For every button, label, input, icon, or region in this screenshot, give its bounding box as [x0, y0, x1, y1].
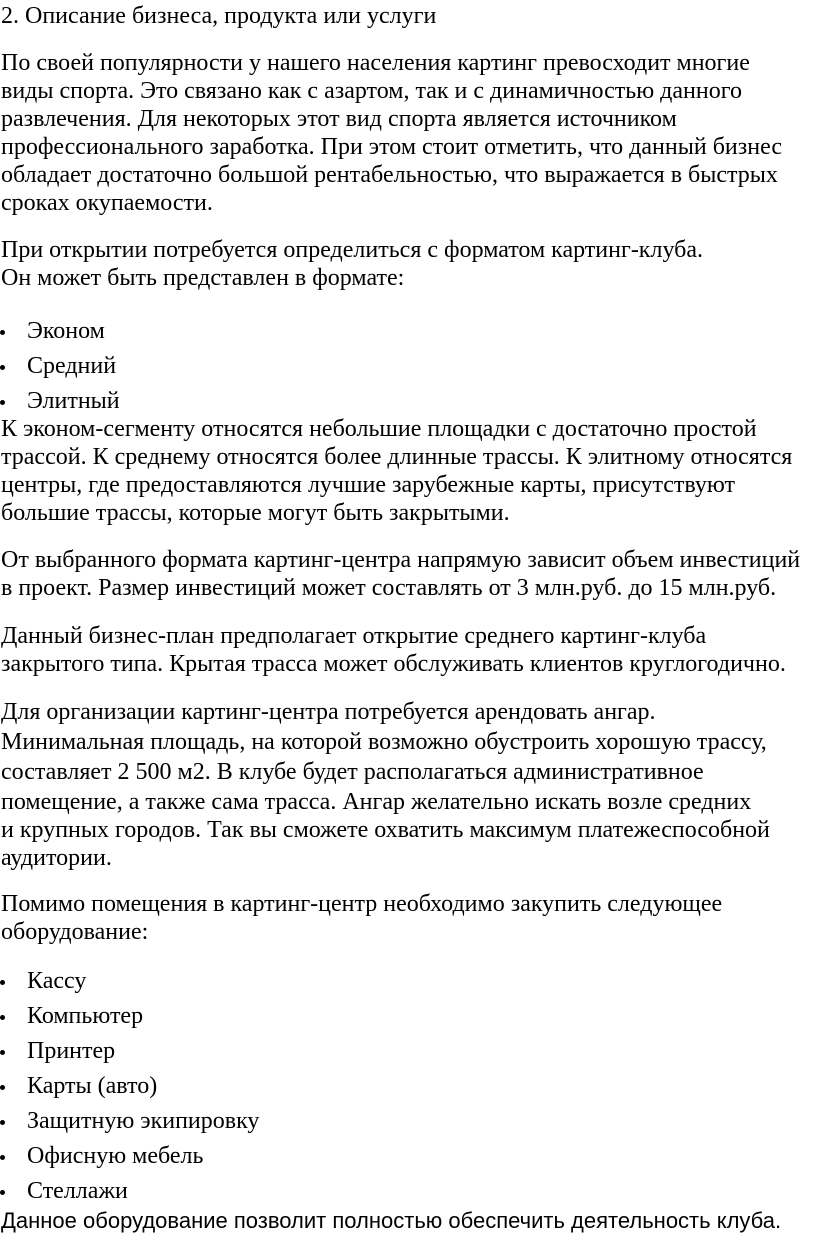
text-line: большие трассы, которые могут быть закрытыми.	[1, 500, 510, 526]
text-line: помещение, а также сама трасса. Ангар желательно искать возле средних	[1, 789, 752, 815]
bullet-icon	[0, 1155, 5, 1160]
text-line: Он может быть представлен в формате:	[1, 265, 405, 291]
text-line: Минимальная площадь, на которой возможно обустроить хорошую трассу,	[1, 729, 767, 755]
text-line: виды спорта. Это связано как с азартом, так и с динамичностью данного	[1, 78, 742, 104]
text-line: составляет 2 500 м2. В клубе будет располагаться административное	[1, 759, 704, 785]
text-line: в проект. Размер инвестиций может составлять от 3 млн.руб. до 15 млн.руб.	[1, 575, 777, 601]
text-line: оборудование:	[1, 919, 149, 945]
text-line: К эконом-сегменту относятся небольшие площадки с достаточно простой	[1, 416, 757, 442]
text-line: закрытого типа. Крытая трасса может обслуживать клиентов круглогодично.	[1, 651, 786, 677]
bullet-icon	[0, 400, 5, 405]
text-line: Помимо помещения в картинг-центр необходимо закупить следующее	[1, 891, 723, 917]
text-line: По своей популярности у нашего населения картинг превосходит многие	[1, 50, 750, 76]
bullet-icon	[0, 365, 5, 370]
text-line: Данный бизнес-план предполагает открытие среднего картинг-клуба	[1, 623, 707, 649]
bullet-icon	[0, 330, 5, 335]
text-line: трассой. К среднему относятся более длинные трассы. К элитному относятся	[1, 444, 793, 470]
text-line: профессионального заработка. При этом стоит отметить, что данный бизнес	[1, 134, 782, 160]
bullet-icon	[0, 1050, 5, 1055]
closing-sentence: Данное оборудование позволит полностью обеспечить деятельность клуба.	[1, 1208, 782, 1233]
document-page: 2. Описание бизнеса, продукта или услуги По своей популярности у нашего населения картинг превосходит многие виды спорта. Это связано как с азартом, так и с динамичностью данного развлечения. Для некоторых этот вид спорта является источником профессионального заработка. При этом стоит отметить, что данный бизнес обладает достаточно большой рентабельностью, что выражается в быстрых сроках окупаемости. При открытии потребуется определиться с форматом картинг-клуба. Он может быть представлен в формате: Эконом Средний Элитный К эконом-сегменту относятся небольшие площадки с достаточно простой трассой. К среднему относятся более длинные трассы. К элитному относятся центры, где предоставляются лучшие зарубежные карты, присутствуют большие трассы, которые могут быть закрытыми. От выбранного формата картинг-центра напрямую зависит объем инвестиций в проект. Размер инвестиций может составлять от 3 млн.руб. до 15 млн.руб. Данный бизнес-план предполагает открытие среднего картинг-клуба закрытого типа. Крытая трасса может обслуживать клиентов круглогодично. Для организации картинг-центра потребуется арендовать ангар. Минимальная площадь, на которой возможно обустроить хорошую трассу, составляет 2 500 м2. В клубе будет располагаться административное помещение, а также сама трасса. Ангар желательно искать возле средних и крупных городов. Так вы сможете охватить максимум платежеспособной аудитории. Помимо помещения в картинг-центр необходимо закупить следующее оборудование: Кассу Компьютер Принтер Карты (авто) Защитную экипировку Офисную мебель Стеллажи Данное оборудование позволит полностью обеспечить деятельность клуба.	[0, 0, 816, 1258]
section-heading: 2. Описание бизнеса, продукта или услуги	[1, 3, 437, 29]
bullet-icon	[0, 1120, 5, 1125]
text-line: центры, где предоставляются лучшие зарубежные карты, присутствуют	[1, 472, 736, 498]
text-line: и крупных городов. Так вы сможете охватить максимум платежеспособной	[1, 817, 770, 843]
bullet-icon	[0, 1015, 5, 1020]
text-line: От выбранного формата картинг-центра напрямую зависит объем инвестиций	[1, 547, 801, 573]
text-line: сроках окупаемости.	[1, 190, 213, 216]
text-line: развлечения. Для некоторых этот вид спорта является источником	[1, 106, 677, 132]
text-line: При открытии потребуется определиться с форматом картинг-клуба.	[1, 237, 703, 263]
text-line: Для организации картинг-центра потребуется арендовать ангар.	[1, 699, 656, 725]
text-line: обладает достаточно большой рентабельностью, что выражается в быстрых	[1, 162, 778, 188]
text-line: аудитории.	[1, 845, 112, 871]
bullet-icon	[0, 1085, 5, 1090]
bullet-icon	[0, 1190, 5, 1195]
bullet-icon	[0, 980, 5, 985]
